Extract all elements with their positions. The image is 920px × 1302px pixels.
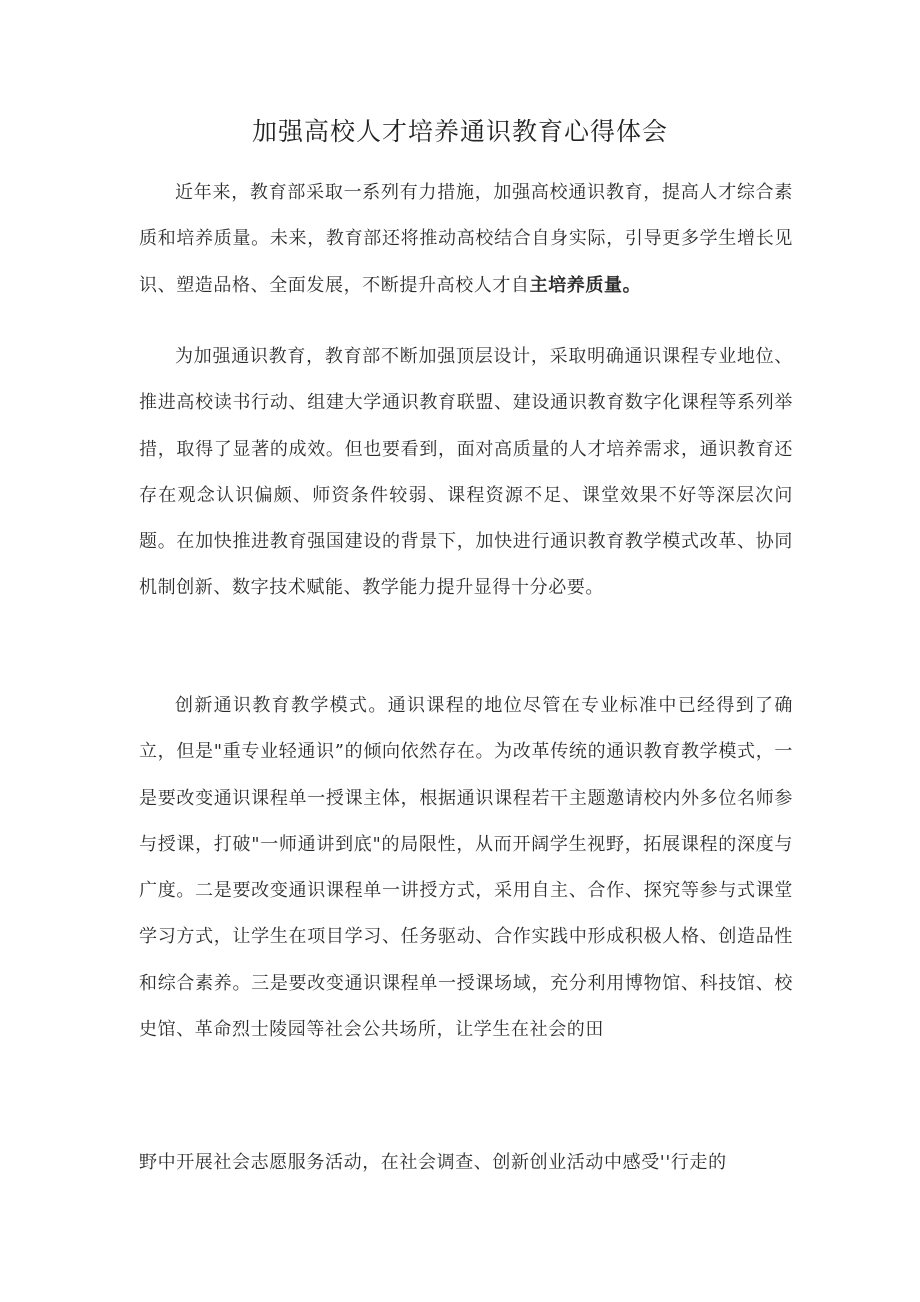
paragraph-3: 创新通识教育教学模式。通识课程的地位尽管在专业标准中已经得到了确立，但是"重专业轻通识”的倾向依然存在。为改革传统的通识教育教学模式，一是要改变通识课程单一授课主体，根据通识课程若干主题邀请校内外多位名师参与授课，打破"一师通讲到底"的局限性，从而开阔学生视野，拓展课程的深度与广度。二是要改变通识课程单一讲授方式，采用自主、合作、探究等参与式课堂学习方式，让学生在项目学习、任务驱动、合作实践中形成积极人格、创造品性和综合素养。三是要改变通识课程单一授课场域，充分利用博物馆、科技馆、校史馆、革命烈士陵园等社会公共场所，让学生在社会的田 xyxy=(139,695,793,1041)
document-title: 加强高校人才培养通识教育心得体会 xyxy=(251,117,668,146)
paragraph-1-emphasis: 主培养质量。 xyxy=(529,274,642,296)
paragraph-4: 野中开展社会志愿服务活动，在社会调查、创新创业活动中感受''行走的 xyxy=(139,1152,727,1173)
paragraph-1 xyxy=(139,170,793,309)
paragraph-2: 为加强通识教育，教育部不断加强顶层设计，采取明确通识课程专业地位、推进高校读书行动、组建大学通识教育联盟、建设通识教育数字化课程等系列举措，取得了显著的成效。但也要看到，面对高质量的人才培养需求，通识教育还存在观念认识偏颇、师资条件较弱、课程资源不足、课堂效果不好等深层次问题。在加快推进教育强国建设的背景下，加快进行通识教育教学模式改革、协同机制创新、数字技术赋能、教学能力提升显得十分必要。 xyxy=(139,346,793,599)
paragraph-1-text: 近年来，教育部采取一系列有力措施，加强高校通识教育，提高人才综合素质和培养质量。未来，教育部还将推动高校结合自身实际，引导更多学生增长见识、塑造品格、全面发展，不断提升高校人才自 xyxy=(139,182,793,296)
